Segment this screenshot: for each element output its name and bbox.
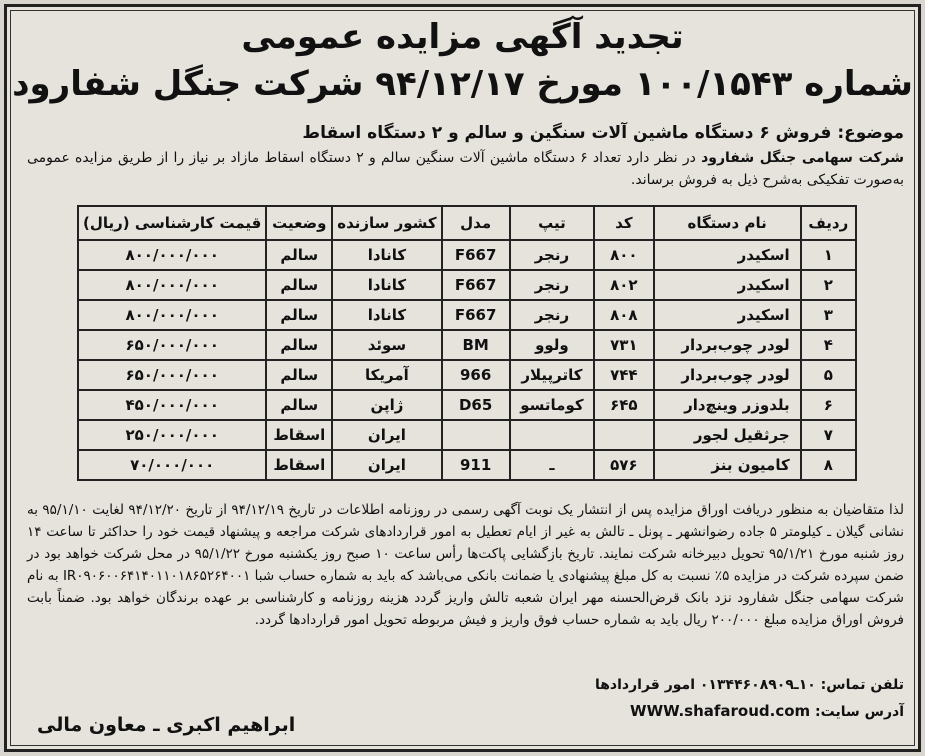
cell-type: ولوو — [510, 330, 595, 360]
cell-name: اسکیدر — [654, 240, 801, 270]
cell-code: ۷۴۴ — [594, 360, 653, 390]
notice-body: لذا متقاضیان به منظور دریافت اوراق مزایده پس از انتشار یک نوبت آگهی رسمی در روزنامه اطلاعات در تاریخ ۹۴/۱۲/۱۹ از تاریخ ۹۴/۱۲/۲۰ لغایت ۹۵/۱/۱۰ به نشانی گیلان ـ کیلومتر ۵ جاده رضوانشهر ـ پونل ـ تالش به غیر از ایام تعطیل به امور قراردادهای شرکت مراجعه و پیشنهاد قیمت خود را حداکثر تا ساعت ۱۴ روز شنبه مورخ ۹۵/۱/۲۱ تحویل دبیرخانه شرکت نمایند. تاریخ بازگشایی پاکت‌ها رأس ساعت ۱۰ صبح روز یکشنبه مورخ ۹۵/۱/۲۲ در محل شرکت خواهد بود در ضمن سپرده شرکت در مزایده ۵٪ نسبت به کل مبلغ پیشنهادی یا ضمانت بانکی می‌باشد که باید به شماره حساب شبا IR۰۹۰۶۰۰۶۴۱۴۰۱۱۰۱۸۶۵۲۶۴۰۰۱ به نام شرکت سهامی جنگل شفارود نزد بانک قرض‌الحسنه مهر ایران شعبه تالش واریز گردد هزینه روزنامه و کارشناسی بر عهده برندگان خواهد بود. ضمناً بابت فروش اوراق مزایده مبلغ ۲۰۰/۰۰۰ ریال باید به شماره حساب فوق واریز و فیش مربوطه تحویل امور قراردادها گردد. — [27, 502, 905, 628]
contact-site — [630, 699, 904, 724]
cell-code: ۸۰۰ — [594, 240, 653, 270]
cell-model: 966 — [442, 360, 510, 390]
notice-title: تجدید آگهی مزایده عمومی — [241, 17, 684, 57]
cell-model: F667 — [442, 240, 510, 270]
cell-status: اسقاط — [266, 450, 332, 480]
col-row: ردیف — [801, 206, 856, 240]
cell-price: ۸۰۰/۰۰۰/۰۰۰ — [78, 240, 266, 270]
table-row — [78, 330, 856, 360]
cell-price: ۸۰۰/۰۰۰/۰۰۰ — [78, 300, 266, 330]
cell-row: ۵ — [801, 360, 856, 390]
cell-status: سالم — [266, 300, 332, 330]
col-name: نام دستگاه — [654, 206, 801, 240]
table-row — [78, 270, 856, 300]
col-type: تیپ — [510, 206, 595, 240]
col-price: قیمت کارشناسی (ریال) — [78, 206, 266, 240]
cell-name: بلدوزر وینچ‌دار — [654, 390, 801, 420]
cell-status: سالم — [266, 390, 332, 420]
cell-status: سالم — [266, 240, 332, 270]
cell-type: کوماتسو — [510, 390, 595, 420]
contact-phone: تلفن تماس: ۱۰ـ۰۱۳۴۴۶۰۸۹۰۹ امور قراردادها — [594, 677, 904, 693]
cell-country: کانادا — [332, 270, 441, 300]
cell-type: رنجر — [510, 240, 595, 270]
intro-text: در نظر دارد تعداد ۶ دستگاه ماشین آلات سنگین سالم و ۲ دستگاه اسقاط مازاد بر نیاز را از طریق مزایده عمومی به‌صورت تفکیکی به‌شرح ذیل به فروش برساند. — [27, 150, 904, 188]
notice-frame — [4, 4, 921, 752]
table-body — [78, 240, 856, 480]
cell-status: سالم — [266, 330, 332, 360]
cell-country: ژاپن — [332, 390, 441, 420]
table-header-row — [78, 206, 856, 240]
col-model: مدل — [442, 206, 510, 240]
cell-status: اسقاط — [266, 420, 332, 450]
cell-price: ۴۵۰/۰۰۰/۰۰۰ — [78, 390, 266, 420]
col-code: کد — [594, 206, 653, 240]
cell-status: سالم — [266, 270, 332, 300]
cell-country: آمریکا — [332, 360, 441, 390]
cell-type — [510, 420, 595, 450]
cell-code: ۸۰۲ — [594, 270, 653, 300]
table-row — [78, 450, 856, 480]
cell-price: ۶۵۰/۰۰۰/۰۰۰ — [78, 360, 266, 390]
cell-row: ۷ — [801, 420, 856, 450]
intro-company: شرکت سهامی جنگل شفارود — [701, 150, 905, 166]
cell-code: ۷۳۱ — [594, 330, 653, 360]
cell-code — [594, 420, 653, 450]
notice-intro — [27, 147, 904, 191]
cell-type: کاترپیلار — [510, 360, 595, 390]
cell-row: ۶ — [801, 390, 856, 420]
signer-name: ابراهیم اکبری ـ معاون مالی — [37, 714, 296, 736]
notice-number-line: شماره ۱۰۰/۱۵۴۳ مورخ ۹۴/۱۲/۱۷ شرکت جنگل شفارود — [12, 64, 913, 104]
cell-price: ۸۰۰/۰۰۰/۰۰۰ — [78, 270, 266, 300]
cell-model: D65 — [442, 390, 510, 420]
cell-model: BM — [442, 330, 510, 360]
cell-model: F667 — [442, 300, 510, 330]
site-label: آدرس سایت: — [810, 704, 904, 720]
col-status: وضعیت — [266, 206, 332, 240]
table-row — [78, 360, 856, 390]
cell-model: F667 — [442, 270, 510, 300]
cell-name: کامیون بنز — [654, 450, 801, 480]
cell-row: ۱ — [801, 240, 856, 270]
equipment-table — [77, 205, 857, 481]
cell-name: جرثقیل لجور — [654, 420, 801, 450]
cell-country: ایران — [332, 420, 441, 450]
cell-row: ۴ — [801, 330, 856, 360]
cell-model: 911 — [442, 450, 510, 480]
table-row — [78, 420, 856, 450]
cell-name: اسکیدر — [654, 270, 801, 300]
cell-country: کانادا — [332, 300, 441, 330]
cell-type: ـ — [510, 450, 595, 480]
table-row — [78, 390, 856, 420]
cell-row: ۳ — [801, 300, 856, 330]
cell-price: ۷۰/۰۰۰/۰۰۰ — [78, 450, 266, 480]
table-row — [78, 300, 856, 330]
cell-country: کانادا — [332, 240, 441, 270]
table-row — [78, 240, 856, 270]
cell-price: ۲۵۰/۰۰۰/۰۰۰ — [78, 420, 266, 450]
cell-code: ۶۴۵ — [594, 390, 653, 420]
cell-name: اسکیدر — [654, 300, 801, 330]
site-url[interactable]: WWW.shafaroud.com — [630, 702, 811, 720]
col-country: کشور سازنده — [332, 206, 441, 240]
cell-name: لودر چوب‌بردار — [654, 330, 801, 360]
cell-price: ۶۵۰/۰۰۰/۰۰۰ — [78, 330, 266, 360]
cell-row: ۸ — [801, 450, 856, 480]
cell-row: ۲ — [801, 270, 856, 300]
cell-type: رنجر — [510, 270, 595, 300]
cell-country: سوئد — [332, 330, 441, 360]
cell-country: ایران — [332, 450, 441, 480]
cell-code: ۵۷۶ — [594, 450, 653, 480]
cell-name: لودر چوب‌بردار — [654, 360, 801, 390]
cell-model — [442, 420, 510, 450]
cell-type: رنجر — [510, 300, 595, 330]
notice-subject: موضوع: فروش ۶ دستگاه ماشین آلات سنگین و سالم و ۲ دستگاه اسقاط — [302, 123, 904, 143]
cell-code: ۸۰۸ — [594, 300, 653, 330]
cell-status: سالم — [266, 360, 332, 390]
